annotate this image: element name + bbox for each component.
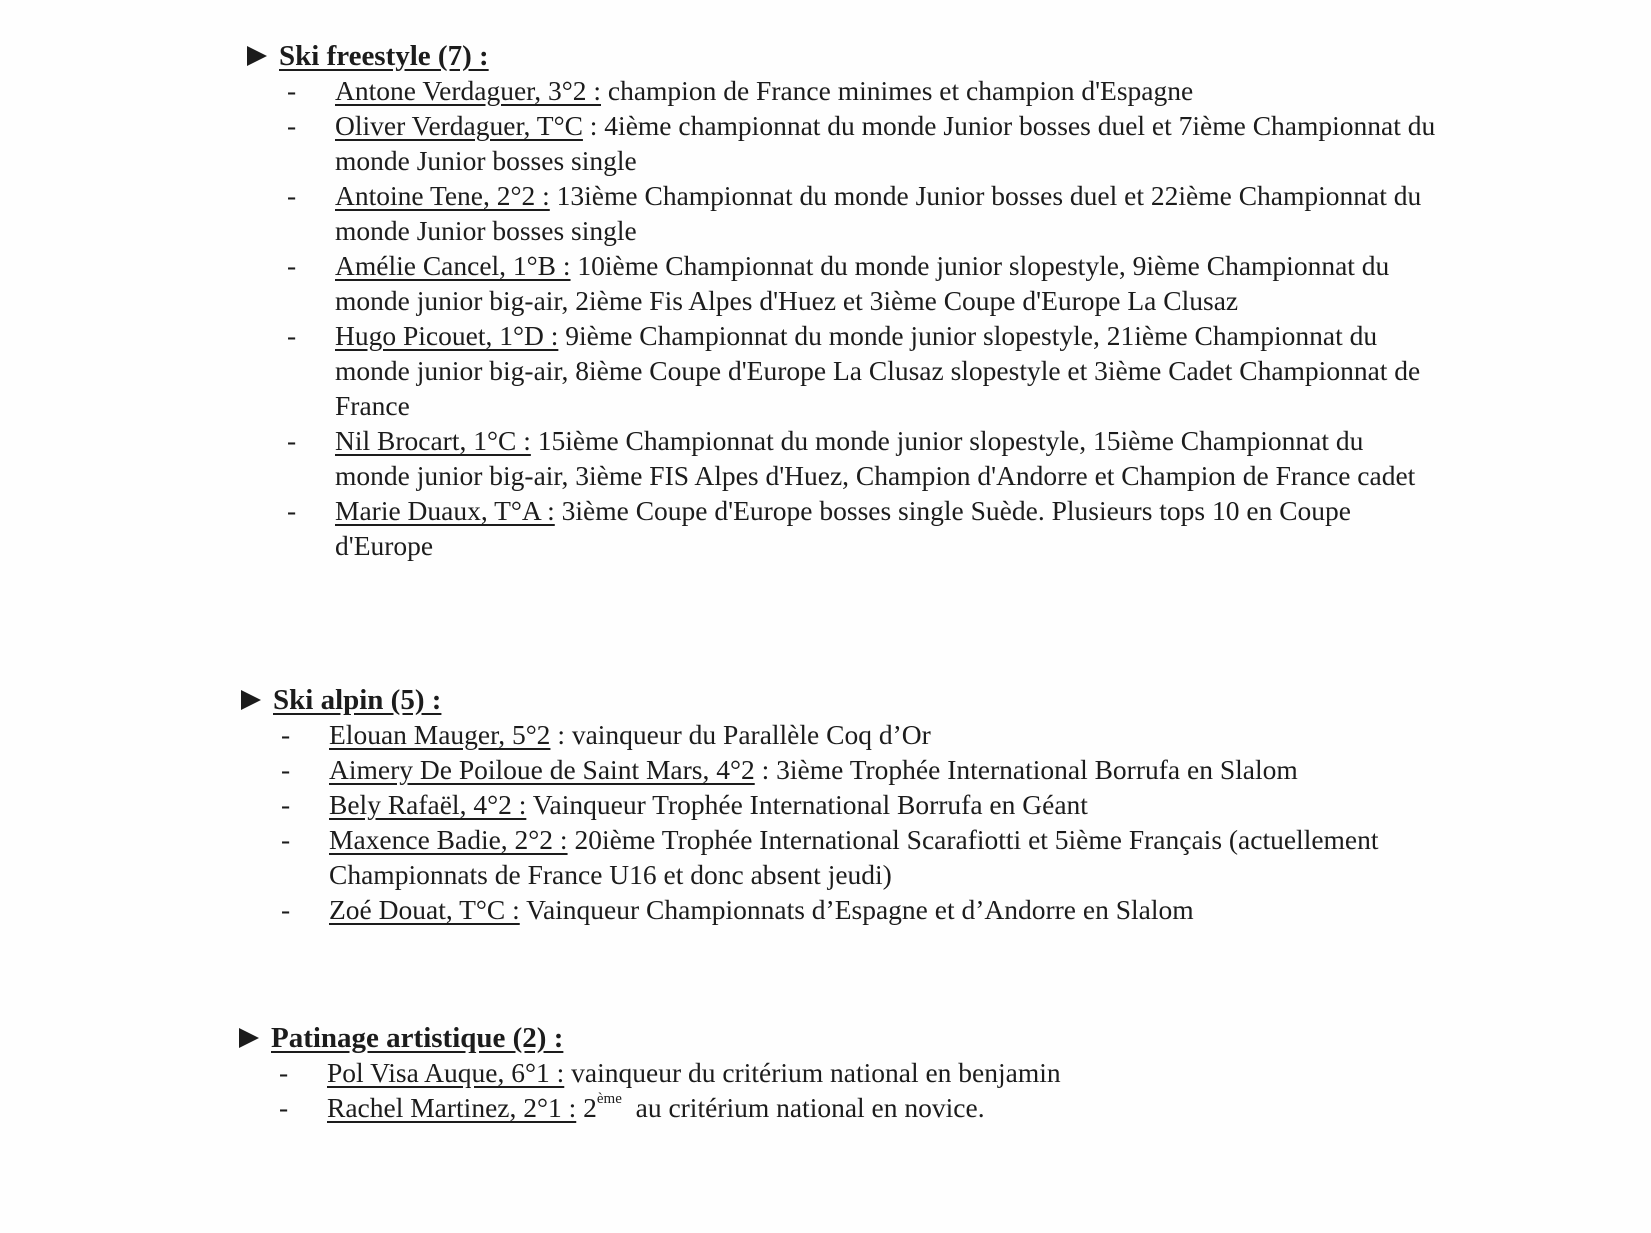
athlete-name: Bely Rafaël, 4°2 : [329,789,527,820]
achievement-text: : 3ième Trophée International Borrufa en Slalom [761,754,1298,785]
list-item: - Rachel Martinez, 2°1 : 2ème au critérium national en novice. [279,1091,985,1123]
section-ski-freestyle [247,38,1445,563]
triangle-bullet-icon [247,46,267,66]
athlete-name: Aimery De Poiloue de Saint Mars, 4°2 [329,754,755,785]
athlete-name: Maxence Badie, 2°2 : [329,824,568,855]
list-item: - Aimery De Poiloue de Saint Mars, 4°2 : 3ième Trophée International Borrufa en Slalom [281,754,1298,785]
achievement-text: champion de France minimes et champion d'Espagne [607,75,1194,106]
entry-list [241,717,1439,927]
section-title: Ski alpin (5) : [241,682,1439,718]
list-item: - Amélie Cancel, 1°B : 10ième Championnat du monde junior slopestyle, 9ième Championnat du monde junior big-air, 2ième Fis Alpes d'Huez et 3ième Coupe d'Europe La Clusaz [287,250,1390,316]
triangle-bullet-icon [239,1028,259,1048]
list-item: - Hugo Picouet, 1°D : 9ième Championnat du monde junior slopestyle, 21ième Championnat du monde junior big-air, 8ième Coupe d'Europe La Clusaz slopestyle et 3ième Cadet Championnat de France [287,320,1421,421]
entry-list [247,73,1445,563]
achievement-text: 3ième Coupe d'Europe bosses single Suède. Plusieurs tops 10 en Coupe d'Europe [335,495,1352,561]
list-item: - Bely Rafaël, 4°2 : Vainqueur Trophée International Borrufa en Géant [281,789,1088,820]
athlete-name: Zoé Douat, T°C : [329,894,520,925]
athlete-name: Oliver Verdaguer, T°C [335,110,583,141]
athlete-name: Antone Verdaguer, 3°2 : [335,75,601,106]
athlete-name: Elouan Mauger, 5°2 [329,719,551,750]
athlete-name: Rachel Martinez, 2°1 : [327,1092,577,1123]
achievement-text: 2 [583,1092,597,1123]
list-item: - Zoé Douat, T°C : Vainqueur Championnats d’Espagne et d’Andorre en Slalom [281,894,1194,925]
athlete-name: Hugo Picouet, 1°D : [335,320,559,351]
list-item: - Antone Verdaguer, 3°2 : champion de France minimes et champion d'Espagne [287,75,1194,106]
achievement-text: 13ième Championnat du monde Junior bosses duel et 22ième Championnat du monde Junior bosses single [335,180,1422,246]
list-item: - Antoine Tene, 2°2 : 13ième Championnat du monde Junior bosses duel et 22ième Championnat du monde Junior bosses single [287,180,1422,246]
achievement-text: 10ième Championnat du monde junior slopestyle, 9ième Championnat du monde junior big-air, 2ième Fis Alpes d'Huez et 3ième Coupe d'Europe La Clusaz [335,250,1390,316]
section-title: Ski freestyle (7) : [247,38,1445,74]
list-item: - Elouan Mauger, 5°2 : vainqueur du Parallèle Coq d’Or [281,719,931,750]
achievement-text: 20ième Trophée International Scarafiotti et 5ième Français (actuellement Championnats de France U16 et donc absent jeudi) [329,824,1379,890]
achievement-text: vainqueur du critérium national en benjamin [571,1057,1061,1088]
athlete-name: Amélie Cancel, 1°B : [335,250,571,281]
athlete-name: Antoine Tene, 2°2 : [335,180,550,211]
achievement-text: : 4ième championnat du monde Junior bosses duel et 7ième Championnat du monde Junior bosses single [335,110,1436,176]
triangle-bullet-icon [241,690,261,710]
list-item: - Nil Brocart, 1°C : 15ième Championnat du monde junior slopestyle, 15ième Championnat du monde junior big-air, 3ième FIS Alpes d'Huez, Champion d'Andorre et Champion de France cadet [287,425,1416,491]
athlete-name: Nil Brocart, 1°C : [335,425,531,456]
list-item: - Oliver Verdaguer, T°C : 4ième championnat du monde Junior bosses duel et 7ième Championnat du monde Junior bosses single [287,110,1436,176]
athlete-name: Pol Visa Auque, 6°1 : [327,1057,565,1088]
list-item: - Marie Duaux, T°A : 3ième Coupe d'Europe bosses single Suède. Plusieurs tops 10 en Coupe d'Europe [287,495,1352,561]
achievement-text-after: au critérium national en novice. [635,1092,985,1123]
section-ski-alpin [241,682,1439,927]
list-item: - Pol Visa Auque, 6°1 : vainqueur du critérium national en benjamin [279,1057,1061,1088]
list-item: - Maxence Badie, 2°2 : 20ième Trophée International Scarafiotti et 5ième Français (actuellement Championnats de France U16 et donc absent jeudi) [281,824,1379,890]
section-title: Patinage artistique (2) : [239,1020,1437,1056]
entry-list [239,1055,1437,1125]
superscript: ème [596,1091,622,1107]
achievement-text: : vainqueur du Parallèle Coq d’Or [557,719,931,750]
section-patinage-artistique [239,1020,1437,1125]
athlete-name: Marie Duaux, T°A : [335,495,555,526]
achievement-text: 9ième Championnat du monde junior slopestyle, 21ième Championnat du monde junior big-air, 8ième Coupe d'Europe La Clusaz slopestyle et 3ième Cadet Championnat de France [335,320,1421,421]
achievement-text: 15ième Championnat du monde junior slopestyle, 15ième Championnat du monde junior big-air, 3ième FIS Alpes d'Huez, Champion d'Andorre et Champion de France cadet [335,425,1416,491]
achievement-text: Vainqueur Championnats d’Espagne et d’Andorre en Slalom [526,894,1194,925]
achievement-text: Vainqueur Trophée International Borrufa en Géant [532,789,1088,820]
